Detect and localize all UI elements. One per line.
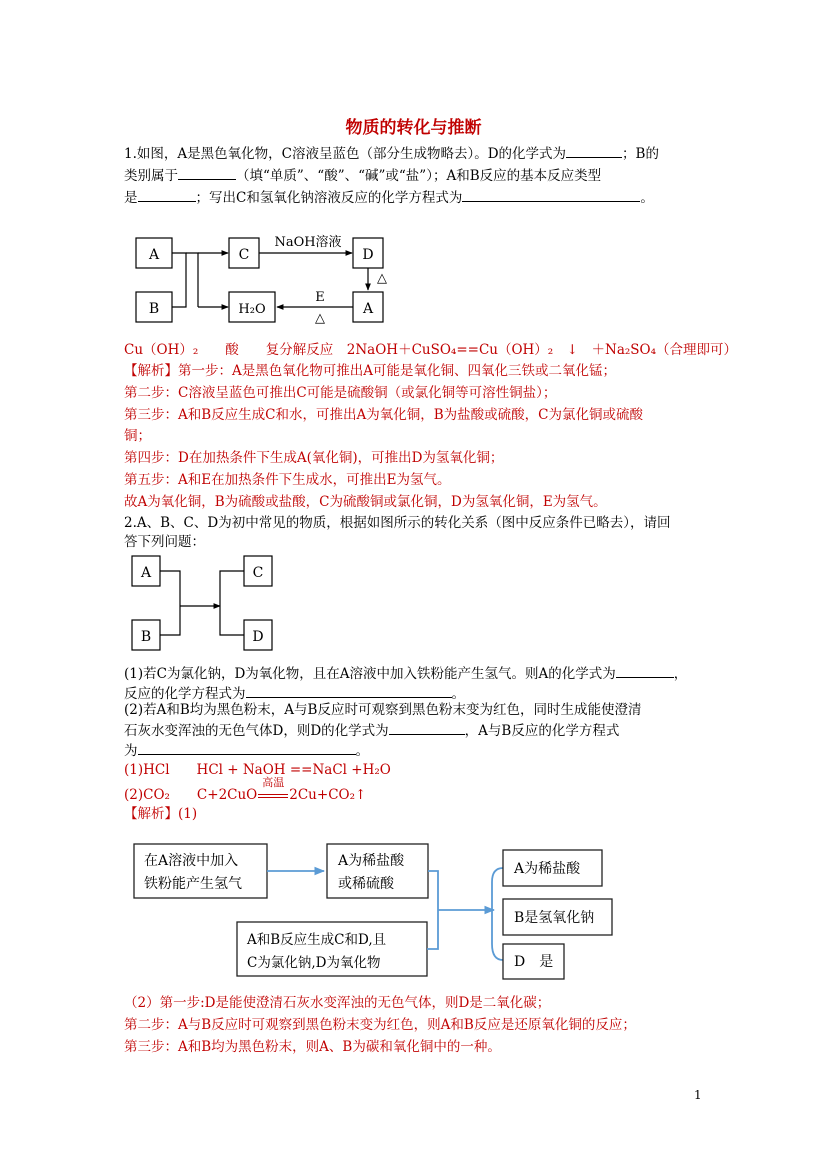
label-A2: A [362, 301, 374, 317]
bracket-line [160, 571, 180, 635]
flow-text: 铁粉能产生氢气 [144, 876, 242, 892]
label-B: B [148, 301, 160, 317]
bracket-line [186, 253, 198, 307]
label-A: A [148, 247, 160, 263]
q2-text: 反应的化学方程式为 [124, 686, 246, 702]
answer-blank[interactable] [138, 740, 356, 755]
q2-answer-2 [124, 776, 367, 805]
q2-part2-c [124, 740, 369, 761]
q1-text: ；B的 [622, 146, 659, 162]
q2-answer-1: (1)HCl HCl + NaOH ==NaCl +H₂O [124, 762, 391, 778]
heat-symbol: △ [377, 271, 387, 286]
flow-text: A为稀盐酸 [514, 861, 581, 877]
q1-line1 [124, 143, 659, 164]
analysis-line: 第三步：A和B均为黑色粉末，则A、B为碳和氧化铜中的一种。 [124, 1039, 501, 1055]
analysis-line: 第三步：A和B反应生成C和水，可推出A为氧化铜，B为盐酸或硫酸，C为氯化铜或硫酸 [124, 407, 643, 423]
q1-text: ；写出C和氢氧化钠溶液反应的化学方程式为 [195, 190, 463, 206]
label-C: C [252, 565, 264, 581]
flow-text: C为氯化钠,D为氧化物 [247, 955, 381, 971]
analysis-line: （2）第一步:D是能使澄清石灰水变浑浊的无色气体，则D是二氧化碳； [124, 995, 551, 1011]
q1-line2 [124, 165, 601, 186]
condition-label: 高温 [262, 776, 285, 789]
answer-blank[interactable] [389, 720, 465, 735]
analysis-head: 【解析】(1) [124, 806, 198, 822]
analysis-line: 故A为氧化铜，B为硫酸或盐酸，C为硫酸铜或氯化铜，D为氢氧化铜，E为氢气。 [124, 494, 607, 510]
analysis-line: 铜； [124, 428, 151, 444]
analysis-line: 【解析】第一步：A是黑色氧化物可推出A可能是氧化铜、四氧化三铁或二氧化锰； [124, 363, 616, 379]
q2-part2-b [124, 720, 619, 741]
q2-diagram [130, 550, 280, 660]
answer-blank[interactable] [462, 187, 640, 202]
analysis-line: 第二步：A与B反应时可观察到黑色粉末变为红色，则A和B反应是还原氧化铜的反应； [124, 1017, 636, 1033]
heat-symbol: △ [315, 311, 325, 326]
label-E: E [315, 290, 325, 305]
q1-line3 [124, 187, 654, 208]
equals-sign [258, 794, 288, 798]
q2-intro: 答下列问题： [124, 534, 205, 550]
flow-diagram [130, 838, 620, 988]
q1-text: 类别属于 [124, 168, 178, 184]
q2-text: (1)若C为氯化钠，D为氧化物，且在A溶液中加入铁粉能产生氢气。则A的化学式为 [124, 666, 616, 682]
q1-diagram [130, 230, 400, 330]
flow-text: B是氢氧化钠 [514, 910, 595, 926]
analysis-line: 第二步：C溶液呈蓝色可推出C可能是硫酸铜（或氯化铜等可溶性铜盐）； [124, 385, 557, 401]
label-D: D [362, 247, 374, 263]
q2-text: ， [673, 666, 688, 682]
q2-text: 为 [124, 743, 138, 759]
q2-part1 [124, 663, 687, 684]
flow-text: 或稀硫酸 [338, 876, 394, 892]
answer-blank[interactable] [138, 187, 196, 202]
equation-left: (2)CO₂ C+2CuO [124, 787, 258, 803]
q2-part2: (2)若A和B均为黑色粉末，A与B反应时可观察到黑色粉末变为红色，同时生成能使澄清 [124, 702, 642, 718]
q1-text: 1.如图，A是黑色氧化物，C溶液呈蓝色（部分生成物略去）。D的化学式为 [124, 146, 567, 162]
flow-text: 在A溶液中加入 [144, 853, 239, 869]
flow-text: A和B反应生成C和D,且 [247, 932, 387, 948]
page-number: 1 [694, 1088, 702, 1102]
label-B: B [140, 629, 152, 645]
flow-brace [492, 868, 503, 960]
answer-blank[interactable] [178, 165, 236, 180]
flow-text: A为稀盐酸 [338, 853, 405, 869]
answer-blank[interactable] [566, 143, 622, 158]
label-H2O: H₂O [238, 302, 266, 317]
label-D: D [252, 629, 264, 645]
q1-text: 。 [640, 190, 654, 206]
answer-blank[interactable] [616, 663, 674, 678]
bracket-line [172, 253, 186, 307]
equation-right: 2Cu+CO₂↑ [289, 787, 367, 803]
label-C: C [238, 247, 250, 263]
analysis-line: 第四步：D在加热条件下生成A(氧化铜)，可推出D为氢氧化铜； [124, 450, 504, 466]
analysis-line: 第五步：A和E在加热条件下生成水，可推出E为氢气。 [124, 472, 451, 488]
q2-text: 石灰水变浑浊的无色气体D，则D的化学式为 [124, 723, 389, 739]
page-title: 物质的转化与推断 [345, 118, 482, 138]
flow-text: D 是 [514, 954, 554, 970]
q2-text: 。 [355, 743, 369, 759]
q1-text: 是 [124, 190, 138, 206]
q2-text: ，A与B反应的化学方程式 [464, 723, 620, 739]
q1-text: （填“单质”、“酸”、“碱”或“盐”）；A和B反应的基本反应类型 [236, 168, 602, 184]
naoh-label: NaOH溶液 [274, 235, 342, 250]
q1-answer: Cu（OH）₂ 酸 复分解反应 2NaOH＋CuSO₄==Cu（OH）₂ ↓ ＋Na₂SO₄（合理即可） [124, 342, 738, 358]
bracket-line [220, 571, 244, 635]
reaction-condition [257, 776, 289, 805]
label-A: A [140, 565, 152, 581]
q2-text: 。 [451, 686, 465, 702]
answer-blank[interactable] [246, 683, 452, 698]
q2-intro: 2.A、B、C、D为初中常见的物质，根据如图所示的转化关系（图中反应条件已略去），请回 [124, 515, 671, 531]
